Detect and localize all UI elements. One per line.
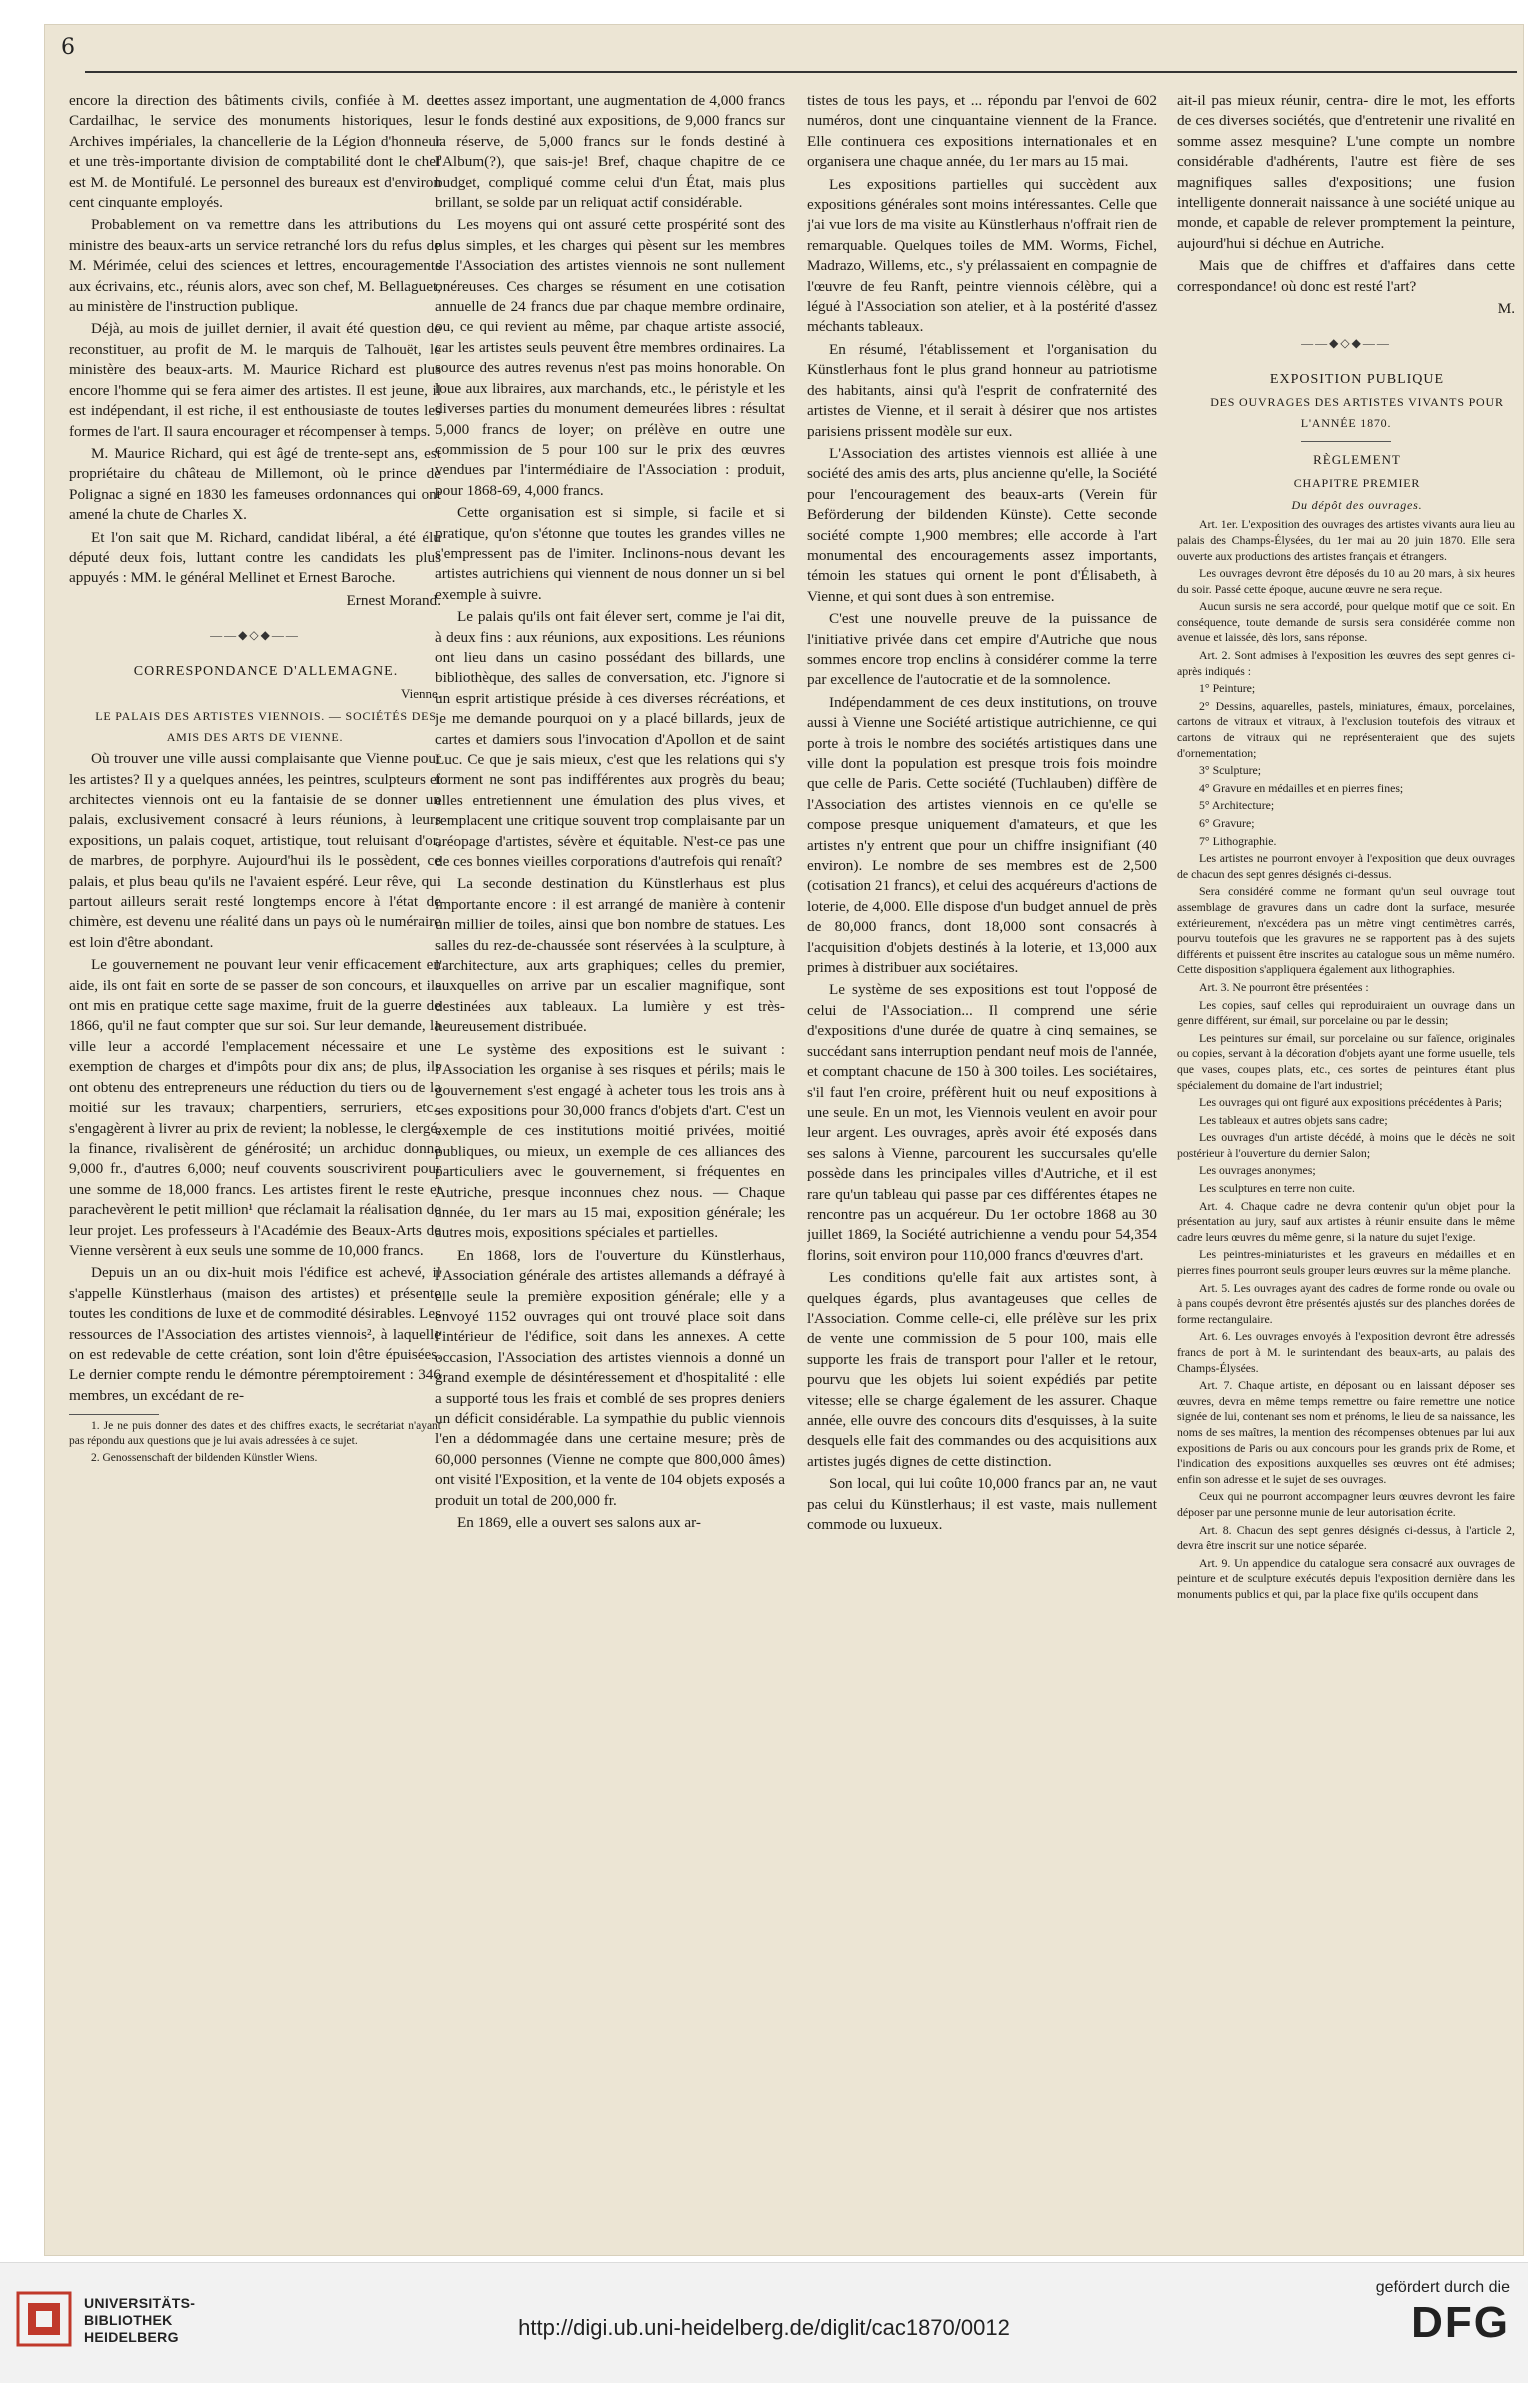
top-rule bbox=[85, 71, 1517, 73]
ornament-divider: ——◆◇◆—— bbox=[1301, 336, 1391, 351]
paragraph: tistes de tous les pays, et ... répondu par l'envoi de 602 numéros, dont une cinquantaine viennent de la France. Elle continuera ces expositions internationales et en organisera une chaque année, du 1er mars au 15 mai. bbox=[807, 92, 1157, 171]
list-item: 6° Gravure; bbox=[1199, 816, 1255, 830]
paragraph: En résumé, l'établissement et l'organisation du Künstlerhaus font le plus grand honneur au patriotisme des habitants, ainsi qu'à l'esprit de confraternité des artistes de Vienne, et il serait à désirer que nos artistes parisiens prissent modèle sur eux. bbox=[807, 340, 1157, 440]
section-subheading: LE PALAIS DES ARTISTES VIENNOIS. — SOCIÉTÉS DES AMIS DES ARTS DE VIENNE. bbox=[95, 709, 437, 744]
paragraph: Mais que de chiffres et d'affaires dans cette correspondance! où donc est resté l'art? bbox=[1177, 257, 1515, 295]
section-heading: EXPOSITION PUBLIQUE bbox=[1269, 371, 1445, 387]
author-signature: Ernest Morand. bbox=[346, 591, 441, 609]
dfg-logo[interactable]: DFG bbox=[1411, 2298, 1510, 2347]
section-subheading: DES OUVRAGES DES ARTISTES VIVANTS POUR L'ANNÉE 1870. bbox=[1210, 395, 1504, 430]
section-heading: CORRESPONDANCE D'ALLEMAGNE. bbox=[133, 663, 399, 679]
paragraph: En 1869, elle a ouvert ses salons aux ar- bbox=[457, 1514, 701, 1532]
list-item: 4° Gravure en médailles et en pierres fines; bbox=[1199, 780, 1404, 795]
paragraph: M. Maurice Richard, qui est âgé de trente-sept ans, est propriétaire du château de Millemont, où le prince de Polignac a signé en 1830 les fameuses ordonnances qui ont amené la chute de Charles X. bbox=[69, 444, 441, 524]
chapter-subheading: Du dépôt des ouvrages. bbox=[1291, 497, 1423, 512]
paragraph: Les conditions qu'elle fait aux artistes sont, à quelques égards, plus avantageuses que celles de l'Association. Comme celle-ci, elle prélève sur les prix de vente une commission de 5 pour 100, mais elle supporte les frais de transport pour l'aller et le retour, pourvu que les objets lui soient expédiés par petite vitesse; elle se charge également de les assurer. Chaque année, elle ouvre des concours dits d'esquisses, à la suite desquels elle fait des commandes ou des acquisitions aux artistes jugés dignes de cette distinction. bbox=[807, 1269, 1157, 1470]
rules-heading: RÈGLEMENT bbox=[1313, 452, 1401, 468]
paragraph: Déjà, au mois de juillet dernier, il avait été question de reconstituer, au profit de M. le marquis de Talhouët, le ministère des beaux-arts. M. Maurice Richard est plus encore l'homme qui se fera aimer des artistes. Il est jeune, il est indépendant, il est riche, il est enthousiaste de toutes les formes de l'art. Il saura encourager et récompenser à temps. bbox=[69, 320, 441, 440]
paragraph: C'est une nouvelle preuve de la puissance de l'initiative privée dans cet empire d'Autriche que nous sommes encore trop enclins à considérer comme la terre par excellence de l'autocratie et de la somnolence. bbox=[807, 610, 1157, 689]
footnote: 1. Je ne puis donner des dates et des chiffres exacts, le secrétariat n'ayant pas répondu aux questions que je lui avais adressées à ce sujet. bbox=[69, 1420, 441, 1448]
paragraph: La seconde destination du Künstlerhaus est plus importante encore : il est arrangé de manière à contenir un millier de toiles, ainsi que bon nombre de statues. Les salles du rez-de-chaussée sont réservées à la sculpture, à l'architecture, aux arts graphiques; celles du premier, auxquelles on arrive par un escalier magnifique, sont destinées aux tableaux. La lumière y est très-heureusement distribuée. bbox=[435, 875, 785, 1036]
article: Les ouvrages d'un artiste décédé, à moins que le décès ne soit postérieur à l'ouverture du dernier Salon; bbox=[1177, 1130, 1515, 1160]
paragraph: cettes assez important, une augmentation de 4,000 francs sur le fonds destiné aux expositions, de 9,000 francs sur la réserve, de 5,000 francs sur le fonds destiné à l'Album(?), que sais-je! Bref, chaque chapitre de ce budget, compliqué comme celui d'un État, mais plus brillant, se solde par un reliquat actif considérable. bbox=[435, 92, 785, 212]
funder-block bbox=[1350, 2279, 1510, 2349]
list-item: 3° Sculpture; bbox=[1199, 763, 1262, 778]
paragraph: Cette organisation est si simple, si facile et si pratique, qu'on s'étonne que toutes les grandes villes ne s'empressent pas de l'imiter. Inclinons-nous devant les artistes autrichiens qui viennent de nous donner un si bel exemple à suivre. bbox=[435, 504, 785, 603]
author-signature: M. bbox=[1497, 300, 1515, 318]
article: Sera considéré comme ne formant qu'un seul ouvrage tout assemblage de gravures dans un cadre dont la surface, mesurée extérieurement, n'excédera pas un mètre vingt centimètres carrés, pourvu toutefois que les gravures ne se rapportent pas à des sujets différents et puissent être inscrites au catalogue sous un même numéro. Cette disposition s'appliquera également aux lithographies. bbox=[1177, 884, 1515, 977]
paragraph: Les moyens qui ont assuré cette prospérité sont des plus simples, et les charges qui pèsent sur les membres de l'Association des artistes viennois ne sont nullement onéreuses. Ces charges se résument en une cotisation annuelle de 24 francs due par chaque membre ordinaire, ou, ce qui revient au même, par chaque artiste associé, car les artistes seuls peuvent être membres ordinaires. La source des autres revenus n'est pas moins honorable. On loue aux libraires, aux marchands, etc., le péristyle et les diverses parties du monument demeurées libres : résultat 5,000 francs de loyer; on prélève en outre une commission de 5 pour 100 sur le prix des œuvres vendues par l'intermédiaire de l'Association : produit, pour 1868-69, 4,000 francs. bbox=[435, 216, 785, 499]
paragraph: Le gouvernement ne pouvant leur venir efficacement en aide, ils ont fait en sorte de se passer de son concours, et ils ont mis en pratique cette sage maxime, fruit de la guerre de 1866, qu'il ne faut compter que sur soi. Sur leur demande, la ville leur a accordé l'emplacement nécessaire et une exemption de charges et d'impôts pour dix ans; de plus, ils ont obtenu des entrepreneurs une réduction du tiers ou de la moitié sur les travaux; charpentiers, serruriers, etc., s'engagèrent à livrer au prix de revient; la noblesse, le clergé, la finance, rivalisèrent de générosité; un archiduc donna 9,000 fr., d'autres 6,000; neuf couvents souscrivirent pour une somme de 18,000 francs. Les artistes firent le reste et parachevèrent le petit million¹ que réclamait la réalisation de leur projet. Les professeurs à l'Académie des Beaux-Arts de Vienne versèrent à eux seuls une somme de 10,000 francs. bbox=[69, 956, 441, 1259]
paragraph: En 1868, lors de l'ouverture du Künstlerhaus, l'Association générale des artistes allemands a défrayé à elle seule la première exposition générale; elle y a envoyé 1152 ouvrages qui ont trouvé place soit dans l'intérieur de l'édifice, soit dans les annexes. A cette occasion, l'Association des artistes viennois a donné un grand exemple de désintéressement et d'hospitalité : elle a supporté tous les frais et comblé de ses propres deniers un déficit considérable. La sympathie du public viennois l'en a dédommagée dans une certaine mesure; près de 60,000 personnes (Vienne ne compte que 800,000 âmes) ont visité l'Exposition, et la vente de 104 objets exposés a produit un total de 200,000 fr. bbox=[435, 1246, 785, 1509]
paragraph: Le système des expositions est le suivant : l'Association les organise à ses risques et périls; mais le gouvernement s'est engagé à acheter tous les trois ans à ses expositions pour 30,000 francs d'objets d'art. C'est un exemple de ces institutions moitié privées, moitié publiques, ou mieux, un exemple de ces alliances des particuliers avec le gouvernement, si fréquentes en Autriche, presque inconnues chez nous. — Chaque année, du 1er mars au 15 mai, exposition générale; les autres mois, expositions spéciales et partielles. bbox=[435, 1040, 785, 1242]
column-4 bbox=[1177, 91, 1515, 2239]
list-item: 5° Architecture; bbox=[1199, 798, 1275, 813]
article: Les peintures sur émail, sur porcelaine ou sur faïence, originales ou copies, servant à la décoration d'objets ayant une forme usuelle, tels que vases, coupes plats, etc., ces sortes de peintures étant plus spécialement du domaine de l'art industriel; bbox=[1177, 1030, 1515, 1092]
paragraph: Son local, qui lui coûte 10,000 francs par an, ne vaut pas celui du Künstlerhaus; il est vaste, mais nullement commode ou luxueux. bbox=[807, 1475, 1157, 1534]
short-rule bbox=[1301, 441, 1391, 442]
list-item: 1° Peinture; bbox=[1199, 681, 1256, 696]
article: Les tableaux et autres objets sans cadre; bbox=[1199, 1112, 1388, 1127]
article: Les ouvrages devront être déposés du 10 au 20 mars, à six heures du soir. Passé cette époque, aucune œuvre ne sera reçue. bbox=[1177, 566, 1515, 596]
footnote-rule bbox=[69, 1414, 159, 1415]
paragraph: Indépendamment de ces deux institutions, on trouve aussi à Vienne une Société artistique autrichienne, ce qui porte à trois le nombre des sociétés artistiques dans une ville dont la population est presque trois fois moindre que celle de Paris. Cette société (Tuchlauben) diffère de l'Association des artistes viennois en ce qu'elle se compose presque uniquement d'amateurs, et que les artistes n'y entrent que pour un chiffre insignifiant (40 environ). Le nombre de ses membres est de 2,500 (cotisation 21 francs), et celui des acquéreurs d'actions de loterie, de 4,000. Elle dispose d'un budget annuel de près de 80,000 francs, dont 18,000 sont consacrés à l'acquisition d'objets destinés à la loterie, et 13,000 aux primes à distribuer aux sociétaires. bbox=[807, 693, 1157, 977]
footnote: 2. Genossenschaft der bildenden Künstler Wiens. bbox=[91, 1452, 318, 1465]
list-item: 7° Lithographie. bbox=[1199, 833, 1277, 848]
article: Art. 2. Sont admises à l'exposition les œuvres des sept genres ci-après indiqués : bbox=[1177, 648, 1515, 678]
article: Les artistes ne pourront envoyer à l'exposition que deux ouvrages de chacun des sept genres désignés ci-dessus. bbox=[1177, 851, 1515, 881]
dateline: Vienne. bbox=[400, 685, 441, 701]
page-number: 6 bbox=[61, 35, 75, 60]
text-columns bbox=[55, 91, 1515, 2239]
article: Art. 3. Ne pourront être présentées : bbox=[1199, 979, 1369, 994]
column-3 bbox=[807, 91, 1157, 2239]
permalink[interactable]: http://digi.ub.uni-heidelberg.de/diglit/cac1870/0012 bbox=[518, 2315, 1010, 2340]
article: Aucun sursis ne sera accordé, pour quelque motif que ce soit. En conséquence, toute demande de sursis sera considérée comme non avenue et laissée, dès lors, sans réponse. bbox=[1177, 599, 1515, 645]
article: Art. 4. Chaque cadre ne devra contenir qu'un objet pour la présentation au jury, sauf aux artistes à réunir ensuite dans le même cadre leurs œuvres du même genre, si la nature du sujet l'exige. bbox=[1177, 1198, 1515, 1244]
chapter-heading: CHAPITRE PREMIER bbox=[1293, 475, 1421, 490]
paragraph: Les expositions partielles qui succèdent aux expositions générales sont moins intéressantes. Celle que j'ai vue lors de ma visite au Künstlerhaus n'offrait rien de remarquable. Quelques toiles de MM. Worms, Fichel, Madrazo, Willems, etc., s'y prélassaient en compagnie de l'œuvre de feu Ranft, peintre viennois célèbre, qui a légué à l'Association son atelier, et à la postérité d'assez méchants tableaux. bbox=[807, 175, 1157, 336]
article: Les ouvrages qui ont figuré aux expositions précédentes à Paris; bbox=[1199, 1095, 1503, 1110]
list-item: 2° Dessins, aquarelles, pastels, miniatures, émaux, porcelaines, cartons de vitraux et vitraux, à l'exclusion toutefois des vitraux et cartons de vitraux qui ne représenteraient que des sujets d'ornementation; bbox=[1177, 698, 1515, 760]
article: Art. 7. Chaque artiste, en déposant ou en laissant déposer ses œuvres, devra en même temps remettre ou faire remettre une notice signée de lui, contenant ses nom et prénoms, le lieu de sa naissance, les noms de ses maîtres, la mention des récompenses obtenues par lui aux expositions de Paris ou aux concours pour les grands prix de Rome, et l'indication des expositions auxquelles ses œuvres ont été admises; enfin son adresse et le sujet de ses ouvrages. bbox=[1177, 1378, 1515, 1486]
newspaper-page bbox=[44, 24, 1524, 2256]
article: Ceux qui ne pourront accompagner leurs œuvres devront les faire déposer par une personne munie de leur autorisation écrite. bbox=[1177, 1489, 1515, 1519]
article: Art. 6. Les ouvrages envoyés à l'exposition devront être adressés francs de port à M. le surintendant des beaux-arts, au palais des Champs-Élysées. bbox=[1177, 1329, 1515, 1375]
library-name: UNIVERSITÄTS- BIBLIOTHEK HEIDELBERG bbox=[84, 2295, 196, 2345]
article: Les copies, sauf celles qui reproduiraient un ouvrage dans un genre différent, sur émail, sur porcelaine ou par le dessin; bbox=[1177, 997, 1515, 1028]
paragraph: Depuis un an ou dix-huit mois l'édifice est achevé, il s'appelle Künstlerhaus (maison des artistes) et présente toutes les conditions de luxe et de commodité désirables. Les ressources de l'Association des artistes viennois², à laquelle on est redevable de cette création, sont loin d'être épuisées. Le dernier compte rendu le démontre péremptoirement : 346 membres, un excédant de re- bbox=[69, 1264, 441, 1404]
paragraph: Le système de ses expositions est tout l'opposé de celui de l'Association... Il comprend une série d'expositions d'une durée de quatre à cinq semaines, se succédant sans interruption pendant neuf mois de l'année, et comptant chacune de 150 à 300 toiles. Les sociétaires, s'il faut l'en croire, préfèrent huit ou neuf expositions à une seule. En un mot, les Viennois veulent en avoir pour leur argent. Les ouvrages, après avoir été exposés dans ses salons à Vienne, parcourent les succursales qu'elle possède dans les principales villes d'Autriche, et il est rare qu'un tableau qui passe par ces différentes étapes ne rencontre pas un acquéreur. Du 1er octobre 1868 au 30 juillet 1869, la Société autrichienne a vendu pour 54,354 florins, soit environ pour 110,000 francs d'œuvres d'art. bbox=[807, 981, 1157, 1264]
article: Art. 1er. L'exposition des ouvrages des artistes vivants aura lieu au palais des Champs-Élysées, du 1er mai au 20 juin 1870. Elle sera ouverte aux productions des artistes français et étrangers. bbox=[1177, 517, 1515, 563]
paragraph: L'Association des artistes viennois est alliée à une société des amis des arts, plus ancienne qu'elle, la Société pour l'encouragement des beaux-arts (Verein für Beförderung der bildenden Künste). Cette seconde société compte 1,900 membres; elle accorde à l'art monumental des encouragements assez importants, témoin les statues qui ornent le pont d'Élisabeth, à Vienne, et qui sont dues à son entremise. bbox=[807, 444, 1157, 605]
article: Art. 9. Un appendice du catalogue sera consacré aux ouvrages de peinture et de sculpture exécutés depuis l'exposition dernière dans les monuments publics et qui, par la place fixe qu'ils occupent dans bbox=[1177, 1555, 1515, 1601]
paragraph: Et l'on sait que M. Richard, candidat libéral, a été élu député deux fois, luttant contre les candidats les plus appuyés : MM. le général Mellinet et Ernest Baroche. bbox=[69, 528, 441, 587]
ornament-divider: ——◆◇◆—— bbox=[210, 628, 300, 643]
article: Les peintres-miniaturistes et les graveurs en médailles et en pierres fines pourront seuls grouper leurs œuvres sur la même planche. bbox=[1177, 1247, 1515, 1278]
paragraph: Le palais qu'ils ont fait élever sert, comme je l'ai dit, à deux fins : aux réunions, aux expositions. Les réunions ont lieu dans un casino possédant des billards, une bibliothèque, des salles de conversation, etc. J'ignore si un esprit artistique préside à ces diverses récréations, et je me demande pourquoi on y a placé billards, jeux de cartes et damiers sous l'invocation d'Apollon et de saint Luc. Ce que je sais mieux, c'est que les relations qui s'y forment ne sont pas indifférentes aux progrès du beau; elles entretiennent une émulation des plus vives, et remplacent une critique souvent trop complaisante par un aréopage d'artistes, sévère et équitable. N'est-ce pas une de ces bonnes vieilles corporations d'autrefois qui renaît? bbox=[435, 608, 785, 871]
article: Art. 8. Chacun des sept genres désignés ci-dessus, à l'article 2, devra être inscrit sur une notice séparée. bbox=[1177, 1522, 1515, 1553]
article: Art. 5. Les ouvrages ayant des cadres de forme ronde ou ovale ou à pans coupés devront être présentés ajustés sur des planches dorées de forme rectangulaire. bbox=[1177, 1280, 1515, 1326]
paragraph: encore la direction des bâtiments civils, confiée à M. de Cardailhac, le service des monuments historiques, les Archives impériales, la chancellerie de la Légion d'honneur et une très-importante division de comptabilité dont le chef est M. de Montifulé. Le personnel des bureaux est d'environ cent cinquante employés. bbox=[69, 92, 441, 212]
article: Les ouvrages anonymes; bbox=[1199, 1163, 1316, 1178]
footer-bar bbox=[0, 2262, 1528, 2383]
paragraph: Où trouver une ville aussi complaisante que Vienne pour les artistes? Il y a quelques années, les peintres, sculpteurs et architectes viennois ont eu la fantaisie de se donner un palais, exclusivement consacré à leurs réunions, à leurs expositions, un palais coquet, artistique, tout reluisant d'or, de marbres, de porphyre. Aujourd'hui ils le possèdent, ce palais, et plus beau qu'ils ne l'avaient espéré. Leur rêve, qui partout ailleurs serait resté longtemps encore à l'état de chimère, est devenu une réalité dans un pays où le numéraire est loin d'être abondant. bbox=[69, 750, 441, 951]
column-2 bbox=[435, 91, 785, 2239]
article: Les sculptures en terre non cuite. bbox=[1199, 1181, 1355, 1196]
paragraph: Probablement on va remettre dans les attributions du ministre des beaux-arts un service retranché lors du refus de M. Mérimée, celui des sciences et lettres, encouragements aux écrivains, etc., réunis alors, avec son chef, M. Bellaguet, au ministère de l'instruction publique. bbox=[69, 216, 441, 316]
funded-by-label: gefördert durch die bbox=[1375, 2279, 1510, 2296]
paragraph: ait-il pas mieux réunir, centra- dire le mot, les efforts de ces diverses sociétés, que d'entretenir une rivalité en somme assez mesquine? L'une compte un nombre considérable d'adhérents, l'autre est fière de ses magnifiques salles d'expositions; une fusion intelligente donnerait naissance à une société unique au monde, et capable de relever promptement la peinture, aujourd'hui si déchue en Autriche. bbox=[1177, 92, 1515, 252]
column-1 bbox=[69, 91, 441, 2239]
